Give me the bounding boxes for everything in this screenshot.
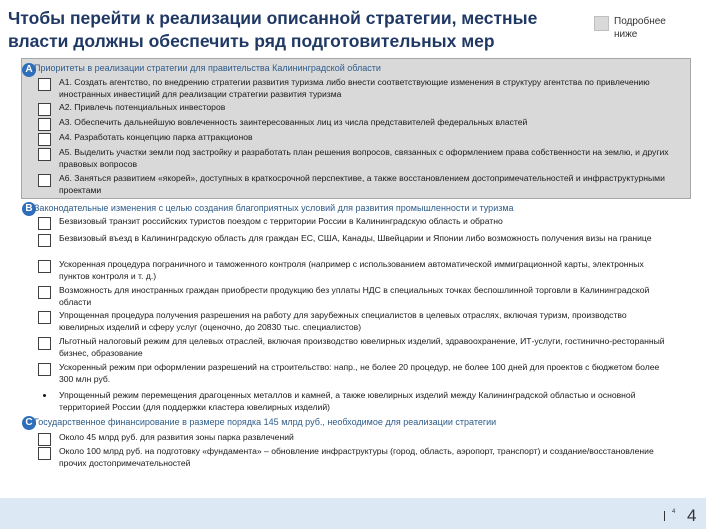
- item-text: Безвизовый транзит российских туристов поездом с территории России в Калининградскую область и обратно: [59, 216, 503, 226]
- section-b-badge: B: [22, 202, 36, 216]
- section-b-title: Законодательные изменения с целью создания благоприятных условий для развития промышленности и туризма: [34, 203, 514, 213]
- section-c-badge: C: [22, 416, 36, 430]
- item-text: Упрощенная процедура получения разрешения на работу для зарубежных специалистов в целевых отраслях, включая туризм, производство ювелирных изделий и сферу услуг (оценочно, до 20830 тыс. специалистов): [59, 310, 627, 332]
- bullet-dot: [43, 394, 46, 397]
- checkbox[interactable]: [38, 174, 51, 187]
- item-text: Льготный налоговый режим для целевых отраслей, включая производство ювелирных изделий, здравоохранение, ИТ-услуги, гостинично-ресторанный бизнес, образование: [59, 336, 665, 358]
- item-text: Около 45 млрд руб. для развития зоны парка развлечений: [59, 432, 294, 442]
- checkbox[interactable]: [38, 217, 51, 230]
- item-text: А1. Создать агентство, по внедрению стратегии развития туризма либо внести соответствующие изменения в структуру агентства по привлечению иностранных инвестиций для реализации стратегии развития туризма: [59, 77, 650, 99]
- page-number: 4: [687, 506, 697, 525]
- item-text: Ускоренная процедура пограничного и таможенного контроля (например с использованием автоматической иммиграционной карты, электронных пунктов контроля и т. д.): [59, 259, 644, 281]
- checkbox[interactable]: [38, 447, 51, 460]
- checkbox[interactable]: [38, 234, 51, 247]
- checkbox[interactable]: [38, 133, 51, 146]
- item-text: Ускоренный режим при оформлении разрешений на строительство: напр., не более 20 процедур, не более 100 дней для проектов с бюджетом более 300 млн руб.: [59, 362, 660, 384]
- item-text: Возможность для иностранных граждан приобрести продукцию без уплаты НДС в специальных точках беспошлинной торговли в Калининградской области: [59, 285, 650, 307]
- checkbox[interactable]: [38, 103, 51, 116]
- section-a-badge: A: [22, 63, 36, 77]
- section-a-title: Приоритеты в реализации стратегии для правительства Калининградской области: [34, 63, 381, 73]
- item-text: А2. Привлечь потенциальных инвесторов: [59, 102, 226, 112]
- checkbox[interactable]: [38, 78, 51, 91]
- checkbox[interactable]: [38, 363, 51, 376]
- checkbox[interactable]: [38, 286, 51, 299]
- item-text: Упрощенный режим перемещения драгоценных металлов и камней, а также ювелирных изделий между Калининградской областью и основной территорией России (для поддержки кластера ювелирных изделий): [59, 390, 636, 412]
- legend-label: Подробнее ниже: [614, 16, 666, 40]
- item-text: А6. Заняться развитием «якорей», доступных в краткосрочной перспективе, а также восстановлением достопримечательностей и инфраструктурными проектами: [59, 173, 665, 195]
- checkbox[interactable]: [38, 311, 51, 324]
- checkbox[interactable]: [38, 337, 51, 350]
- item-text: Около 100 млрд руб. на подготовку «фундамента» – обновление инфраструктуры (город, область, аэропорт, транспорт) и создание/восстановление прочих достопримечательностей: [59, 446, 654, 468]
- checkbox[interactable]: [38, 260, 51, 273]
- checkbox[interactable]: [38, 433, 51, 446]
- footer-band: [0, 498, 706, 529]
- item-text: А3. Обеспечить дальнейшую вовлеченность заинтересованных лиц из числа представителей федеральных властей: [59, 117, 528, 127]
- page-number-small: 4: [672, 509, 676, 515]
- section-c-title: Государственное финансирование в размере порядка 145 млрд руб., необходимое для реализации стратегии: [34, 417, 497, 427]
- item-text: А4. Разработать концепцию парка аттракционов: [59, 132, 253, 142]
- footer-divider: [664, 511, 665, 521]
- checkbox[interactable]: [38, 148, 51, 161]
- legend-swatch: [594, 16, 609, 31]
- checkbox[interactable]: [38, 118, 51, 131]
- item-text: Безвизовый въезд в Калининградскую область для граждан ЕС, США, Канады, Швейцарии и Японии либо возможность получения визы на границе: [59, 233, 652, 243]
- page-title: Чтобы перейти к реализации описанной стратегии, местные власти должны обеспечить ряд подготовительных мер: [8, 8, 538, 51]
- item-text: А5. Выделить участки земли под застройку и разработать план решения вопросов, связанных с оформлением права собственности на землю, и других правовых вопросов: [59, 147, 669, 169]
